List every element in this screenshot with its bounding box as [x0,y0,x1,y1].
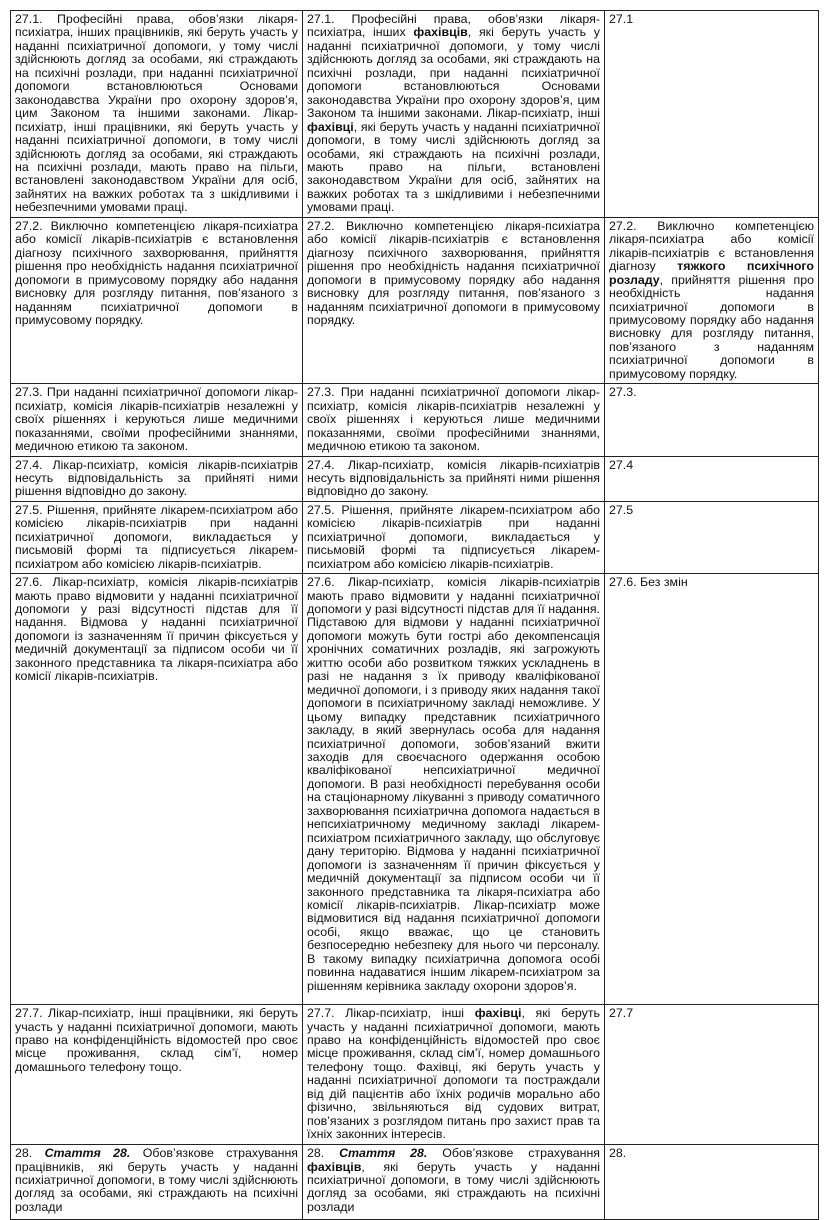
text-run: Обов’язкове страхування працівників, які беруть участь у наданні психіатричної допомоги, в тому числі здійснюють догляд за особами, які страждають на психічні розлади [15,1146,299,1214]
text-run: , які беруть участь у наданні психіатричної допомоги, мають право на конфіденційність відомостей про своє місце проживання, склад сім’ї, номер домашнього телефону тощо. Фахівці, які беруть участь у наданні психіатричної допомоги та постраждали від дій пацієнтів або їхніх родичів морально або фізично, звільняються від судових витрат, пов’язаних з розглядом питань про захист прав та їхніх законних інтересів. [307,1006,601,1142]
cell-text: 27.1 [609,12,634,26]
bold-text-run: фахівці [474,1006,522,1021]
cell-proposed-text [303,501,605,573]
cell-proposed-text [303,217,605,383]
cell-proposed-text [303,1005,605,1145]
cell-proposed-text [303,11,605,218]
cell-current-text [11,1145,303,1220]
article-heading: Стаття 28. [44,1146,131,1161]
text-run: , які беруть участь у наданні психіатричної допомоги, у тому числі здійснюють догляд за особами, які страждають на психічні розлади, при наданні психіатричної допомоги встановлюються Основами законодавства України про охорону здоров’я, цим Законом та іншими законами. Лікар-психіатр, інші [307,25,600,121]
comparison-table [10,10,819,1220]
cell-text: 27.4. Лікар-психіатр, комісія лікарів-психіатрів несуть відповідальність за прийняті ними рішення відповідно до закону. [307,457,600,499]
cell-current-text [11,574,303,1005]
cell-comment [605,384,819,456]
text-run: 27.7. Лікар-психіатр, інші [307,1006,475,1021]
table-row [11,1005,819,1145]
cell-text: 27.1. Професійні права, обов’язки лікаря-психіатра, інших працівників, які беруть участь у наданні психіатричної допомоги, у тому числі здійснюють догляд за особами, які страждають на психічні розлади, при наданні психіатричної допомоги встановлюються Основами законодавства України про охорону здоров’я, цим Законом та іншими законами. Лікар-психіатр, інші працівники, які беруть участь у наданні психіатричної допомоги, в тому числі здійснюють догляд за особами, які страждають на психічні розлади, мають право на пільги, встановлені законодавством України для осіб, зайнятих на важких роботах та з шкідливими і небезпечними умовами праці. [15,12,298,215]
cell-text: 27.3. При наданні психіатричної допомоги лікар-психіатр, комісія лікарів-психіатрів незалежні у своїх рішеннях і керуються лише медичними показаннями, своїми професійними знаннями, медичною етикою та законом. [307,385,600,454]
table-row [11,384,819,456]
text-run: 28. [15,1146,45,1161]
cell-comment [605,217,819,383]
cell-comment [605,456,819,501]
text-run: Обов’язкове страхування [427,1146,601,1161]
cell-text: 27.5 [609,502,634,517]
cell-proposed-text [303,574,605,1005]
table-row [11,501,819,573]
cell-current-text [11,11,303,218]
bold-text-run: фахівці [307,119,354,134]
bold-text-run: тяжкого психічного розладу [609,259,815,287]
cell-proposed-text [303,456,605,501]
text-run: 28. [307,1146,340,1161]
bold-text-run: фахівців [307,1159,362,1174]
cell-text: 27.4 [609,457,634,472]
cell-text: 27.5. Рішення, прийняте лікарем-психіатром або комісією лікарів-психіатрів при наданні психіатричної допомоги, викладається у письмовій формі та підписується лікарем-психіатром або комісією лікарів-психіатрів. [15,502,298,571]
text-run: , прийняття рішення про необхідність надання психіатричної допомоги в примусовому порядку або надання висновку для розгляду питання, пов’язаного з наданням психіатричної допомоги в примусовому порядку. [609,272,814,381]
table-row [11,456,819,501]
table-row [11,11,819,218]
table-row [11,574,819,1005]
cell-text: 27.2. Виключно компетенцією лікаря-психіатра або комісії лікарів-психіатрів є встановлення діагнозу психічного захворювання, прийняття рішення про необхідність надання психіатричної допомоги в примусовому порядку або надання висновку для розгляду питання, пов’язаного з наданням психіатричної допомоги в примусовому порядку. [307,218,600,327]
cell-text: 28. [609,1146,627,1161]
cell-current-text [11,217,303,383]
cell-comment [605,501,819,573]
text-run: 27.1. Професійні права, обов’язки лікаря-психіатра, інших [307,12,600,40]
cell-text: 27.4. Лікар-психіатр, комісія лікарів-психіатрів несуть відповідальність за прийняті ними рішення відповідно до закону. [15,457,298,499]
cell-comment [605,574,819,1005]
cell-text: 27.6. Лікар-психіатр, комісія лікарів-психіатрів мають право відмовити у наданні психіатричної допомоги у разі відсутності підстав для її надання. Відмова у наданні психіатричної допомоги із зазначенням її причин фіксується у медичній документації за підписом особи чи її законного представника та лікаря-психіатра або комісії лікарів-психіатрів. [15,575,298,684]
cell-comment [605,11,819,218]
table-row [11,217,819,383]
cell-comment [605,1145,819,1220]
cell-text: 27.3. При наданні психіатричної допомоги лікар-психіатр, комісія лікарів-психіатрів незалежні у своїх рішеннях і керуються лише медичними показаннями, своїми професійними знаннями, медичною етикою та законом. [15,385,298,454]
cell-text: 27.5. Рішення, прийняте лікарем-психіатром або комісією лікарів-психіатрів при наданні психіатричної допомоги, викладається у письмовій формі та підписується лікарем-психіатром або комісією лікарів-психіатрів. [307,502,600,571]
cell-current-text [11,456,303,501]
cell-proposed-text [303,1145,605,1220]
cell-comment [605,1005,819,1145]
cell-current-text [11,384,303,456]
cell-text: 27.7 [609,1006,634,1021]
cell-current-text [11,501,303,573]
bold-text-run: фахівців [413,25,468,40]
cell-proposed-text [303,384,605,456]
cell-text: 27.6. Без змін [609,575,688,590]
cell-text: 27.7. Лікар-психіатр, інші працівники, які беруть участь у наданні психіатричної допомоги, мають право на конфіденційність відомостей про своє місце проживання, склад сім’ї, номер домашнього телефону тощо. [15,1006,298,1074]
table-row [11,1145,819,1220]
text-run: 27.2. Виключно компетенцією лікаря-психіатра або комісії лікарів-психіатрів є встановлення діагнозу [609,218,814,274]
text-run: , які беруть участь у наданні психіатричної допомоги, в тому числі здійснюють догляд за особами, які страждають на психічні розлади, мають право на пільги, встановлені законодавством України для осіб, зайнятих на важких роботах та з шкідливими і небезпечними умовами праці. [307,119,600,215]
article-heading: Стаття 28. [339,1146,428,1161]
cell-text: 27.3. [609,385,637,400]
cell-text: 27.2. Виключно компетенцією лікаря-психіатра або комісії лікарів-психіатрів є встановлення діагнозу психічного захворювання, прийняття рішення про необхідність надання психіатричної допомоги в примусовому порядку або надання висновку для розгляду питання, пов’язаного з наданням психіатричної допомоги в примусовому порядку. [15,218,298,327]
cell-text: 27.6. Лікар-психіатр, комісія лікарів-психіатрів мають право відмовити у наданні психіатричної допомоги у разі відсутності підстав для її надання. Підставою для відмови у наданні психіатричної допомоги можуть бути гострі або декомпенсація хронічних соматичних розладів, які загрожують життю особи або розвитком тяжких ускладнень в разі не надання з їх приводу кваліфікованої медичної допомоги, і з приводу яких надання такої допомоги в психіатричному закладі неможливе. У цьому випадку представник психіатричного закладу, в який звернулась особа для надання психіатричної допомоги, зобов’язаний вжити заходів для своєчасного одержання особою кваліфікованої непсихіатричної медичної допомоги. В разі необхідності перебування особи на стаціонарному лікуванні з приводу соматичного захворювання психіатрична допомога надається в непсихіатричному медичному закладі лікарем-психіатром психіатричного закладу, що обслуговує дану територію. Відмова у наданні психіатричної допомоги із зазначенням її причин фіксується у медичній документації за підписом особи чи її законного представника та лікаря-психіатра або комісії лікарів-психіатрів. Лікар-психіатр може відмовитися від надання психіатричної допомоги особі, якщо вважає, що це становить безпосередню небезпеку для нього чи персоналу. В такому випадку психіатрична допомога особі повинна надаватися іншим лікарем-психіатром за рішенням керівника закладу охорони здоров’я. [307,575,600,993]
cell-current-text [11,1005,303,1145]
text-run: , які беруть участь у наданні психіатричної допомоги, в тому числі здійснюють догляд за особами, які страждають на психічні розлади [307,1159,600,1214]
